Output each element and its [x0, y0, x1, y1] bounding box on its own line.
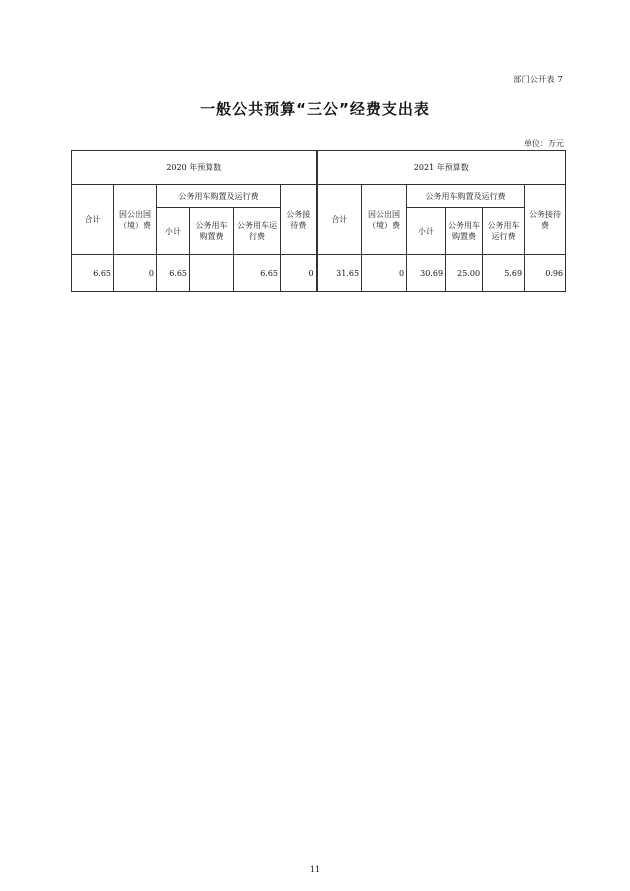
header-2021-car-operation: 公务用车运行费 [483, 208, 525, 255]
cell-2020-car-operation: 6.65 [234, 255, 281, 292]
header-2020: 2020 年预算数 [72, 151, 317, 185]
header-2020-car-group: 公务用车购置及运行费 [157, 185, 281, 208]
budget-table [71, 150, 566, 292]
page-title: 一般公共预算“三公”经费支出表 [200, 100, 430, 118]
header-2020-car-purchase: 公务用车购置费 [190, 208, 234, 255]
page-number: 11 [309, 865, 321, 874]
cell-2021-subtotal: 30.69 [407, 255, 446, 292]
cell-2021-abroad: 0 [362, 255, 407, 292]
table-row [72, 255, 566, 292]
header-2020-total: 合计 [72, 185, 114, 255]
year-header-row [72, 151, 566, 185]
cell-2020-abroad: 0 [114, 255, 157, 292]
header-2020-car-operation: 公务用车运行费 [234, 208, 281, 255]
cell-2020-subtotal: 6.65 [157, 255, 190, 292]
header-2020-reception: 公务接待费 [281, 185, 317, 255]
cell-2020-car-purchase [190, 255, 234, 292]
cell-2020-total: 6.65 [72, 255, 114, 292]
header-2020-subtotal: 小计 [157, 208, 190, 255]
header-2021-reception: 公务接待费 [525, 185, 566, 255]
cell-2021-car-operation: 5.69 [483, 255, 525, 292]
cell-2021-car-purchase: 25.00 [446, 255, 483, 292]
header-2020-abroad: 因公出国（境）费 [114, 185, 157, 255]
header-2021-car-group: 公务用车购置及运行费 [407, 185, 525, 208]
page-label: 部门公开表 7 [513, 75, 563, 84]
header-2021-total: 合计 [317, 185, 362, 255]
cell-2021-total: 31.65 [317, 255, 362, 292]
header-2021: 2021 年预算数 [317, 151, 566, 185]
header-2021-subtotal: 小计 [407, 208, 446, 255]
header-2021-car-purchase: 公务用车购置费 [446, 208, 483, 255]
column-header-row [72, 185, 566, 208]
unit-label: 单位：万元 [524, 139, 564, 148]
cell-2021-reception: 0.96 [525, 255, 566, 292]
header-2021-abroad: 因公出国（境）费 [362, 185, 407, 255]
cell-2020-reception: 0 [281, 255, 317, 292]
